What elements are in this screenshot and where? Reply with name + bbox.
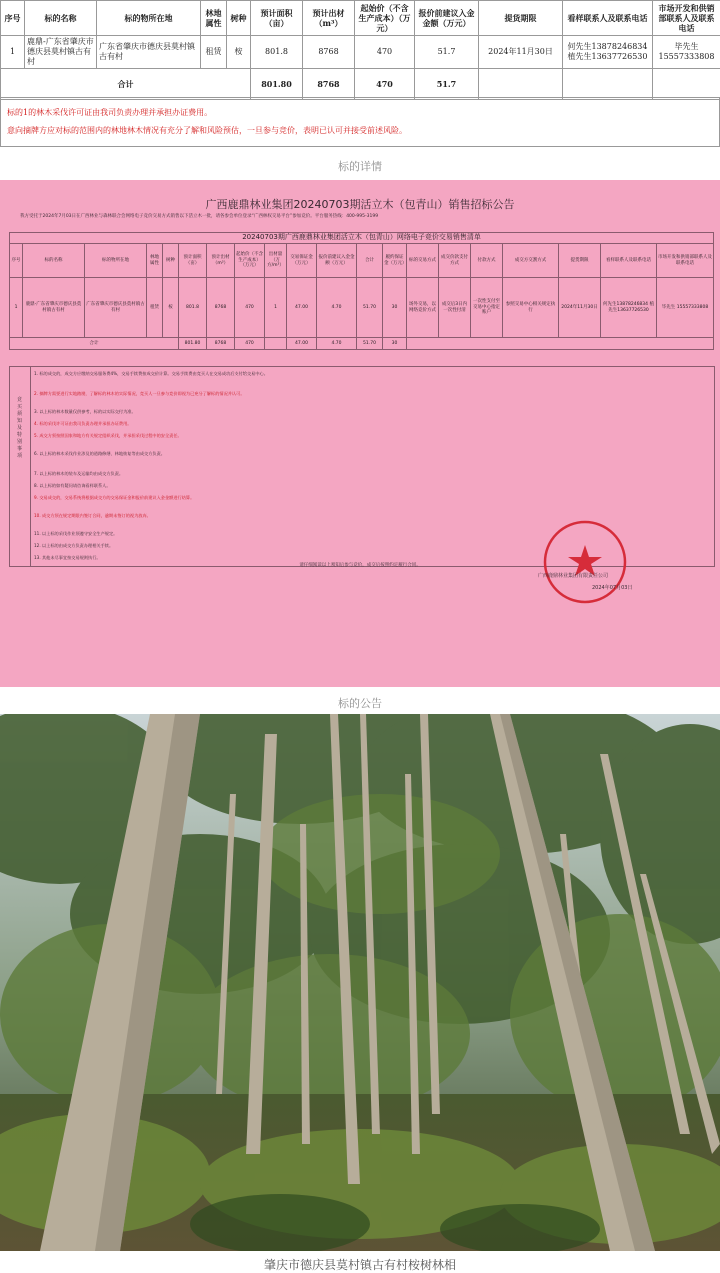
notice-cell: 30 — [383, 278, 407, 338]
col-header: 预计出材（m³） — [303, 1, 355, 36]
clause: 9. 交易成交的，交易系统将根据成交方的交易保证金和报价前建议入金金额进行结算。 — [34, 495, 195, 500]
cell-deposit: 51.7 — [415, 36, 479, 69]
side-label-text: 竞买须知及特别事项 — [17, 397, 23, 459]
clause: 4. 标的采伐许可证由我司负责办理并承担办证费用。 — [34, 421, 132, 426]
notice-cell: 何先生13878246834 植先生13637726530 — [601, 278, 657, 338]
clause: 1. 标的成交的，成交方应缴纳交易服务费4%，交易手续费按成交价计算。交易手续费由竞买人在交易成功后支付给交易中心。 — [34, 371, 268, 376]
notice-cell: 4.70 — [317, 278, 357, 338]
notice-cell: 8768 — [207, 338, 235, 350]
caption-details: 标的详情 — [338, 160, 382, 173]
notice-issuer: 广西鹿鼎林业集团有限责任公司 — [538, 573, 609, 579]
notice-cell: 租赁 — [147, 278, 163, 338]
total-volume: 8768 — [303, 69, 355, 100]
viewing-contact: 植先生13637726530 — [567, 52, 648, 61]
table-row — [1, 36, 720, 69]
notice-table — [9, 232, 713, 350]
notice-footer: 请仔细阅读以上须知后参与竞价，成交后按照约定履行合同。 — [299, 563, 421, 568]
notice-cell — [265, 338, 287, 350]
notice-intro: 我方受托于2024年7月03日在广西林业与森林联合会网络电子竞价交易方式销售以下活立木一批，请各参会单位登录“广西林权交易平台”参加竞价。平台服务热线：400-995-3199 — [20, 214, 379, 219]
clause: 10. 成交方须在规定期限内签订合同，逾期未签订的视为放弃。 — [34, 513, 151, 518]
forest-photo — [0, 714, 720, 1251]
notice-cell: 801.8 — [179, 278, 207, 338]
notice-cell: 毕先生 15557333808 — [657, 278, 714, 338]
notice-cell: 2024年11月30日 — [559, 278, 601, 338]
notice-cell: 470 — [235, 278, 265, 338]
notice-col-header: 预计出材（m³） — [207, 244, 235, 278]
notice-cell: 47.00 — [287, 338, 317, 350]
notice-cell: 470 — [235, 338, 265, 350]
col-header: 标的名称 — [25, 1, 97, 36]
notice-table-caption: 20240703期广西鹿鼎林业集团活立木（包青山）网络电子竞价交易销售清单 — [10, 233, 714, 244]
caption-notice: 标的公告 — [338, 697, 382, 710]
tender-notice-image — [0, 180, 720, 687]
cell-volume: 8768 — [303, 36, 355, 69]
notice-col-header: 报价前建议入金金额（万元） — [317, 244, 357, 278]
lot-table-header-row — [1, 1, 720, 36]
notice-col-header: 序号 — [10, 244, 23, 278]
notice-total-label: 合计 — [10, 338, 179, 350]
notice-col-header: 履约保证金（万元） — [383, 244, 407, 278]
cell-name: 鹿鼎-广东省肇庆市德庆县莫村镇古有村 — [25, 36, 97, 69]
note-risk: 意向摘牌方应对标的范围内的林地林木情况有充分了解和风险预估，一旦参与竞价，表明已认可并接受前述风险。 — [7, 126, 407, 135]
col-header: 标的物所在地 — [97, 1, 201, 36]
col-header: 报价前建议入金金额（万元） — [415, 1, 479, 36]
clause: 11. 以上标的采伐作业须遵守安全生产规定。 — [34, 531, 118, 536]
clause: 5. 成交方须按照国家和地方有关规定组织采伐，并承担采伐过程中的安全责任。 — [34, 433, 182, 438]
notice-cell: 51.70 — [357, 278, 383, 338]
notice-col-header: 成交方交割方式 — [503, 244, 559, 278]
notice-cell: 参照交易中心相关规定执行 — [503, 278, 559, 338]
clause: 12. 以上标的由成交方负责办理相关手续。 — [34, 543, 114, 548]
cell-viewing-contacts — [563, 36, 653, 69]
clauses-side-label — [10, 367, 31, 566]
clause: 7. 以上标的林木的装车及运输均由成交方负责。 — [34, 471, 124, 476]
cell-start-price: 470 — [355, 36, 415, 69]
notice-cell: 1 — [265, 278, 287, 338]
lot-summary-table — [0, 0, 720, 100]
notice-date: 2024年07月03日 — [592, 585, 633, 591]
notice-col-header: 合计 — [357, 244, 383, 278]
notice-col-header: 标的交易方式 — [407, 244, 439, 278]
notice-cell: 1 — [10, 278, 23, 338]
notice-col-header: 看样联系人及联系电话 — [601, 244, 657, 278]
market-contact-phone: 15557333808 — [658, 52, 715, 61]
notice-col-header: 出材量（万方/m³） — [265, 244, 287, 278]
note-permit: 标的1的林木采伐许可证由我司负责办理并承担办证费用。 — [7, 108, 213, 117]
eucalyptus-forest-image — [0, 714, 720, 1251]
total-start-price: 470 — [355, 69, 415, 100]
cell-index: 1 — [1, 36, 25, 69]
notice-col-header: 树种 — [163, 244, 179, 278]
cell-location: 广东省肇庆市德庆县莫村镇古有村 — [97, 36, 201, 69]
notice-title: 广西鹿鼎林业集团20240703期活立木（包青山）销售招标公告 — [205, 198, 515, 211]
notice-col-header: 付款方式 — [471, 244, 503, 278]
market-contact-name: 毕先生 — [674, 42, 699, 51]
notice-cell — [407, 338, 714, 350]
col-header: 市场开发和供销部联系人及联系电话 — [653, 1, 720, 36]
col-header: 预计面积（亩） — [251, 1, 303, 36]
notice-col-header: 林地属性 — [147, 244, 163, 278]
notice-cell: 30 — [383, 338, 407, 350]
notice-col-header: 标的名称 — [23, 244, 85, 278]
notice-col-header: 提货期限 — [559, 244, 601, 278]
notice-cell: 一次性支付至交易中心指定账户 — [471, 278, 503, 338]
notice-table-row — [10, 278, 714, 338]
notice-cell: 47.00 — [287, 278, 317, 338]
notice-cell: 广东省肇庆市德庆县莫村镇古有村 — [85, 278, 147, 338]
col-header: 提货期限 — [479, 1, 563, 36]
clause: 6. 以上标的林木采伐作业涉及的道路修缮、林地恢复等由成交方负责。 — [34, 451, 165, 456]
notice-cell: 成交后3日内一次性付清 — [439, 278, 471, 338]
cell-land-type: 租赁 — [201, 36, 227, 69]
notice-cell: 8768 — [207, 278, 235, 338]
col-header: 树种 — [227, 1, 251, 36]
clause: 13. 其他未尽事宜按交易规则执行。 — [34, 555, 101, 560]
notice-col-header: 交易保证金（万元） — [287, 244, 317, 278]
notice-cell: 51.70 — [357, 338, 383, 350]
notice-col-header: 标的物所在地 — [85, 244, 147, 278]
notice-cell: 场外交易，以网络竞价方式 — [407, 278, 439, 338]
clause: 3. 以上标的林木数量仅供参考，标的以实际交付为准。 — [34, 409, 136, 414]
total-empty — [563, 69, 653, 100]
total-empty — [479, 69, 563, 100]
notice-col-header: 起始价（不含生产成本）（万元） — [235, 244, 265, 278]
total-row — [1, 69, 720, 100]
notice-total-row — [10, 338, 714, 350]
notice-cell: 801.80 — [179, 338, 207, 350]
total-area: 801.80 — [251, 69, 303, 100]
col-header: 起始价（不含生产成本）（万元） — [355, 1, 415, 36]
notice-cell: 鹿鼎-广东省肇庆市德庆县莫村镇古有村 — [23, 278, 85, 338]
total-label: 合计 — [1, 69, 251, 100]
viewing-contact: 何先生13878246834 — [567, 42, 648, 51]
total-deposit: 51.7 — [415, 69, 479, 100]
col-header: 序号 — [1, 1, 25, 36]
cell-species: 桉 — [227, 36, 251, 69]
notice-cell: 桉 — [163, 278, 179, 338]
notice-col-header: 市场开发和供销部联系人及联系电话 — [657, 244, 714, 278]
cell-market-contacts — [653, 36, 720, 69]
cell-area: 801.8 — [251, 36, 303, 69]
notes-box — [0, 97, 720, 147]
notice-cell: 4.70 — [317, 338, 357, 350]
clause: 2. 摘牌方需要进行实地踏勘，了解标的林木的实际情况，竞买人一旦参与竞价即视为已充分了解标的情况并认可。 — [34, 391, 245, 396]
caption-photo: 肇庆市德庆县莫村镇古有村桉树林相 — [263, 1258, 456, 1272]
cell-deadline: 2024年11月30日 — [479, 36, 563, 69]
col-header: 林地属性 — [201, 1, 227, 36]
total-empty — [653, 69, 720, 100]
notice-col-header: 预计面积（亩） — [179, 244, 207, 278]
clause: 8. 以上标的如有疑问请咨询看样联系人。 — [34, 483, 111, 488]
company-seal-icon — [540, 517, 633, 607]
notice-col-header: 成交价款支付方式 — [439, 244, 471, 278]
col-header: 看样联系人及联系电话 — [563, 1, 653, 36]
